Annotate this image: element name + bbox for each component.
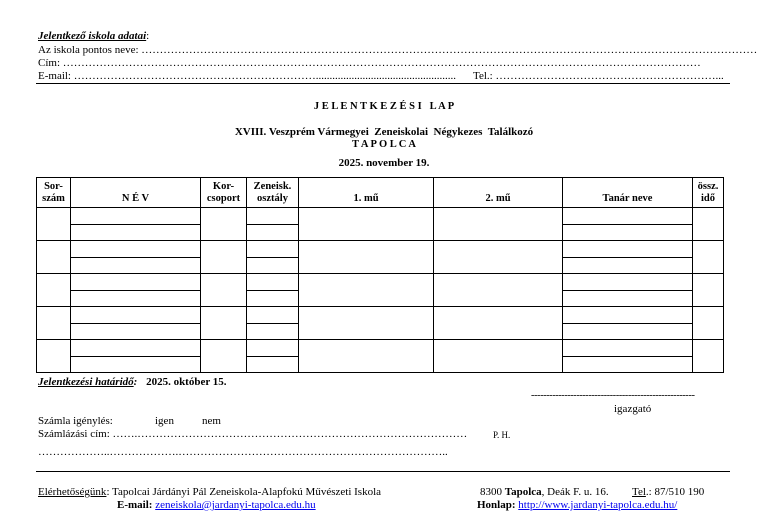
cell-name[interactable] [71, 224, 201, 241]
col-header-name: N É V [71, 178, 201, 208]
cell-piece-2[interactable] [434, 241, 563, 274]
billing-yes-option[interactable]: igen [155, 415, 174, 427]
cell-name[interactable] [71, 257, 201, 274]
cell-number[interactable] [37, 274, 71, 307]
cell-teacher[interactable] [563, 290, 693, 307]
stamp-placeholder: P. H. [493, 430, 511, 440]
footer-address [480, 486, 609, 498]
billing-address-field[interactable]: …….……………………………………………………………………………… [112, 428, 468, 440]
deadline-line [38, 376, 227, 388]
cell-school-grade[interactable] [247, 257, 299, 274]
table-row [37, 241, 724, 258]
cell-name[interactable] [71, 307, 201, 324]
cell-school-grade[interactable] [247, 274, 299, 291]
cell-piece-1[interactable] [299, 274, 434, 307]
cell-teacher[interactable] [563, 307, 693, 324]
billing-no-option[interactable]: nem [202, 415, 221, 427]
school-name-label: Az iskola pontos neve: [38, 44, 139, 56]
footer-web-link[interactable]: http://www.jardanyi-tapolca.edu.hu/ [518, 499, 678, 511]
table-row [37, 307, 724, 324]
footer-divider [36, 471, 730, 472]
contact-colon: : [106, 486, 110, 498]
cell-name[interactable] [71, 356, 201, 373]
cell-age-group[interactable] [201, 274, 247, 307]
cell-name[interactable] [71, 241, 201, 258]
address-street: , Deák F. u. 16. [541, 486, 609, 498]
cell-teacher[interactable] [563, 356, 693, 373]
deadline-date: 2025. október 15. [146, 376, 227, 388]
col-header-school-grade: Zeneisk. osztály [247, 178, 299, 208]
cell-piece-1[interactable] [299, 208, 434, 241]
cell-piece-2[interactable] [434, 208, 563, 241]
school-data-heading-text: Jelentkező iskola adatai [38, 30, 147, 42]
footer-phone-label: Tel [632, 486, 646, 498]
header-divider [36, 83, 730, 84]
cell-age-group[interactable] [201, 241, 247, 274]
address-city: Tapolca [504, 486, 542, 498]
signature-title: igazgató [614, 403, 652, 415]
cell-teacher[interactable] [563, 340, 693, 357]
cell-name[interactable] [71, 208, 201, 225]
address-line [38, 57, 701, 69]
table-header-row [37, 178, 724, 208]
cell-name[interactable] [71, 323, 201, 340]
cell-school-grade[interactable] [247, 307, 299, 324]
cell-piece-2[interactable] [434, 340, 563, 373]
footer-phone-value: .: 87/510 190 [645, 486, 705, 498]
cell-school-grade[interactable] [247, 241, 299, 258]
cell-name[interactable] [71, 340, 201, 357]
email-line [38, 70, 456, 82]
table-row [37, 340, 724, 357]
signature-line: ------------------------------------------------------ [531, 390, 695, 401]
contact-label: Elérhetőségünk [38, 486, 107, 498]
cell-school-grade[interactable] [247, 356, 299, 373]
school-name-line [38, 44, 757, 56]
cell-number[interactable] [37, 307, 71, 340]
phone-label: Tel.: [473, 70, 493, 82]
cell-name[interactable] [71, 290, 201, 307]
cell-age-group[interactable] [201, 208, 247, 241]
event-date: 2025. november 19. [338, 157, 430, 169]
cell-total-time[interactable] [693, 241, 724, 274]
cell-piece-2[interactable] [434, 274, 563, 307]
col-header-total-time: össz. idő [693, 178, 724, 208]
phone-line [473, 70, 724, 82]
cell-piece-1[interactable] [299, 241, 434, 274]
col-header-age-group: Kor- csoport [201, 178, 247, 208]
cell-piece-1[interactable] [299, 340, 434, 373]
deadline-colon: : [133, 376, 138, 388]
cell-number[interactable] [37, 340, 71, 373]
cell-teacher[interactable] [563, 208, 693, 225]
heading-colon: : [146, 30, 150, 42]
cell-number[interactable] [37, 208, 71, 241]
billing-address-second-line[interactable]: ………………..……………….……………………………………………………………….. [38, 446, 448, 458]
cell-teacher[interactable] [563, 224, 693, 241]
footer-phone [632, 486, 704, 498]
cell-name[interactable] [71, 274, 201, 291]
footer-email-link[interactable]: zeneiskola@jardanyi-tapolca.edu.hu [155, 499, 316, 511]
school-name-field[interactable]: …………………………………………………………………………………………………………………………………………………… [141, 44, 758, 56]
cell-teacher[interactable] [563, 257, 693, 274]
deadline-label: Jelentkezési határidő [38, 376, 134, 388]
col-header-teacher: Tanár neve [563, 178, 693, 208]
form-title: J E L E N T K E Z É S I L A P [313, 101, 455, 112]
col-header-piece-1: 1. mű [299, 178, 434, 208]
footer-email [117, 499, 316, 511]
col-header-piece-2: 2. mű [434, 178, 563, 208]
footer-contact-line [38, 486, 381, 498]
cell-school-grade[interactable] [247, 290, 299, 307]
cell-school-grade[interactable] [247, 340, 299, 357]
registration-table [36, 177, 724, 373]
footer-web-label: Honlap: [477, 499, 516, 511]
address-field[interactable]: ………………………………………………………………………………………………………………………………………………………… [62, 57, 701, 69]
address-label: Cím: [38, 57, 61, 69]
cell-teacher[interactable] [563, 241, 693, 258]
cell-school-grade[interactable] [247, 224, 299, 241]
phone-field[interactable]: ……………………………………………………... [495, 70, 724, 82]
email-field[interactable]: …………………………………………………………................................................... [73, 70, 456, 82]
cell-school-grade[interactable] [247, 208, 299, 225]
cell-number[interactable] [37, 241, 71, 274]
cell-total-time[interactable] [693, 340, 724, 373]
cell-total-time[interactable] [693, 208, 724, 241]
school-data-heading [38, 30, 149, 42]
billing-address-label: Számlázási cím: [38, 428, 110, 440]
event-title: XVIII. Veszprém Vármegyei Zeneiskolai Négykezes Találkozó [234, 126, 534, 138]
cell-piece-2[interactable] [434, 307, 563, 340]
event-city: T A P O L C A [352, 139, 416, 150]
cell-total-time[interactable] [693, 274, 724, 307]
address-zip: 8300 [480, 486, 505, 498]
school-full-name: Tapolcai Járdányi Pál Zeneiskola-Alapfokú Művészeti Iskola [109, 486, 382, 498]
billing-request-label: Számla igénylés: [38, 415, 113, 427]
footer-web [477, 499, 677, 511]
footer-email-label: E-mail: [117, 499, 153, 511]
cell-total-time[interactable] [693, 307, 724, 340]
cell-age-group[interactable] [201, 340, 247, 373]
cell-school-grade[interactable] [247, 323, 299, 340]
table-row [37, 274, 724, 291]
cell-teacher[interactable] [563, 274, 693, 291]
billing-address-line [38, 428, 467, 440]
cell-age-group[interactable] [201, 307, 247, 340]
email-label: E-mail: [38, 70, 71, 82]
cell-piece-1[interactable] [299, 307, 434, 340]
col-header-number: Sor- szám [37, 178, 71, 208]
table-row [37, 208, 724, 225]
cell-teacher[interactable] [563, 323, 693, 340]
